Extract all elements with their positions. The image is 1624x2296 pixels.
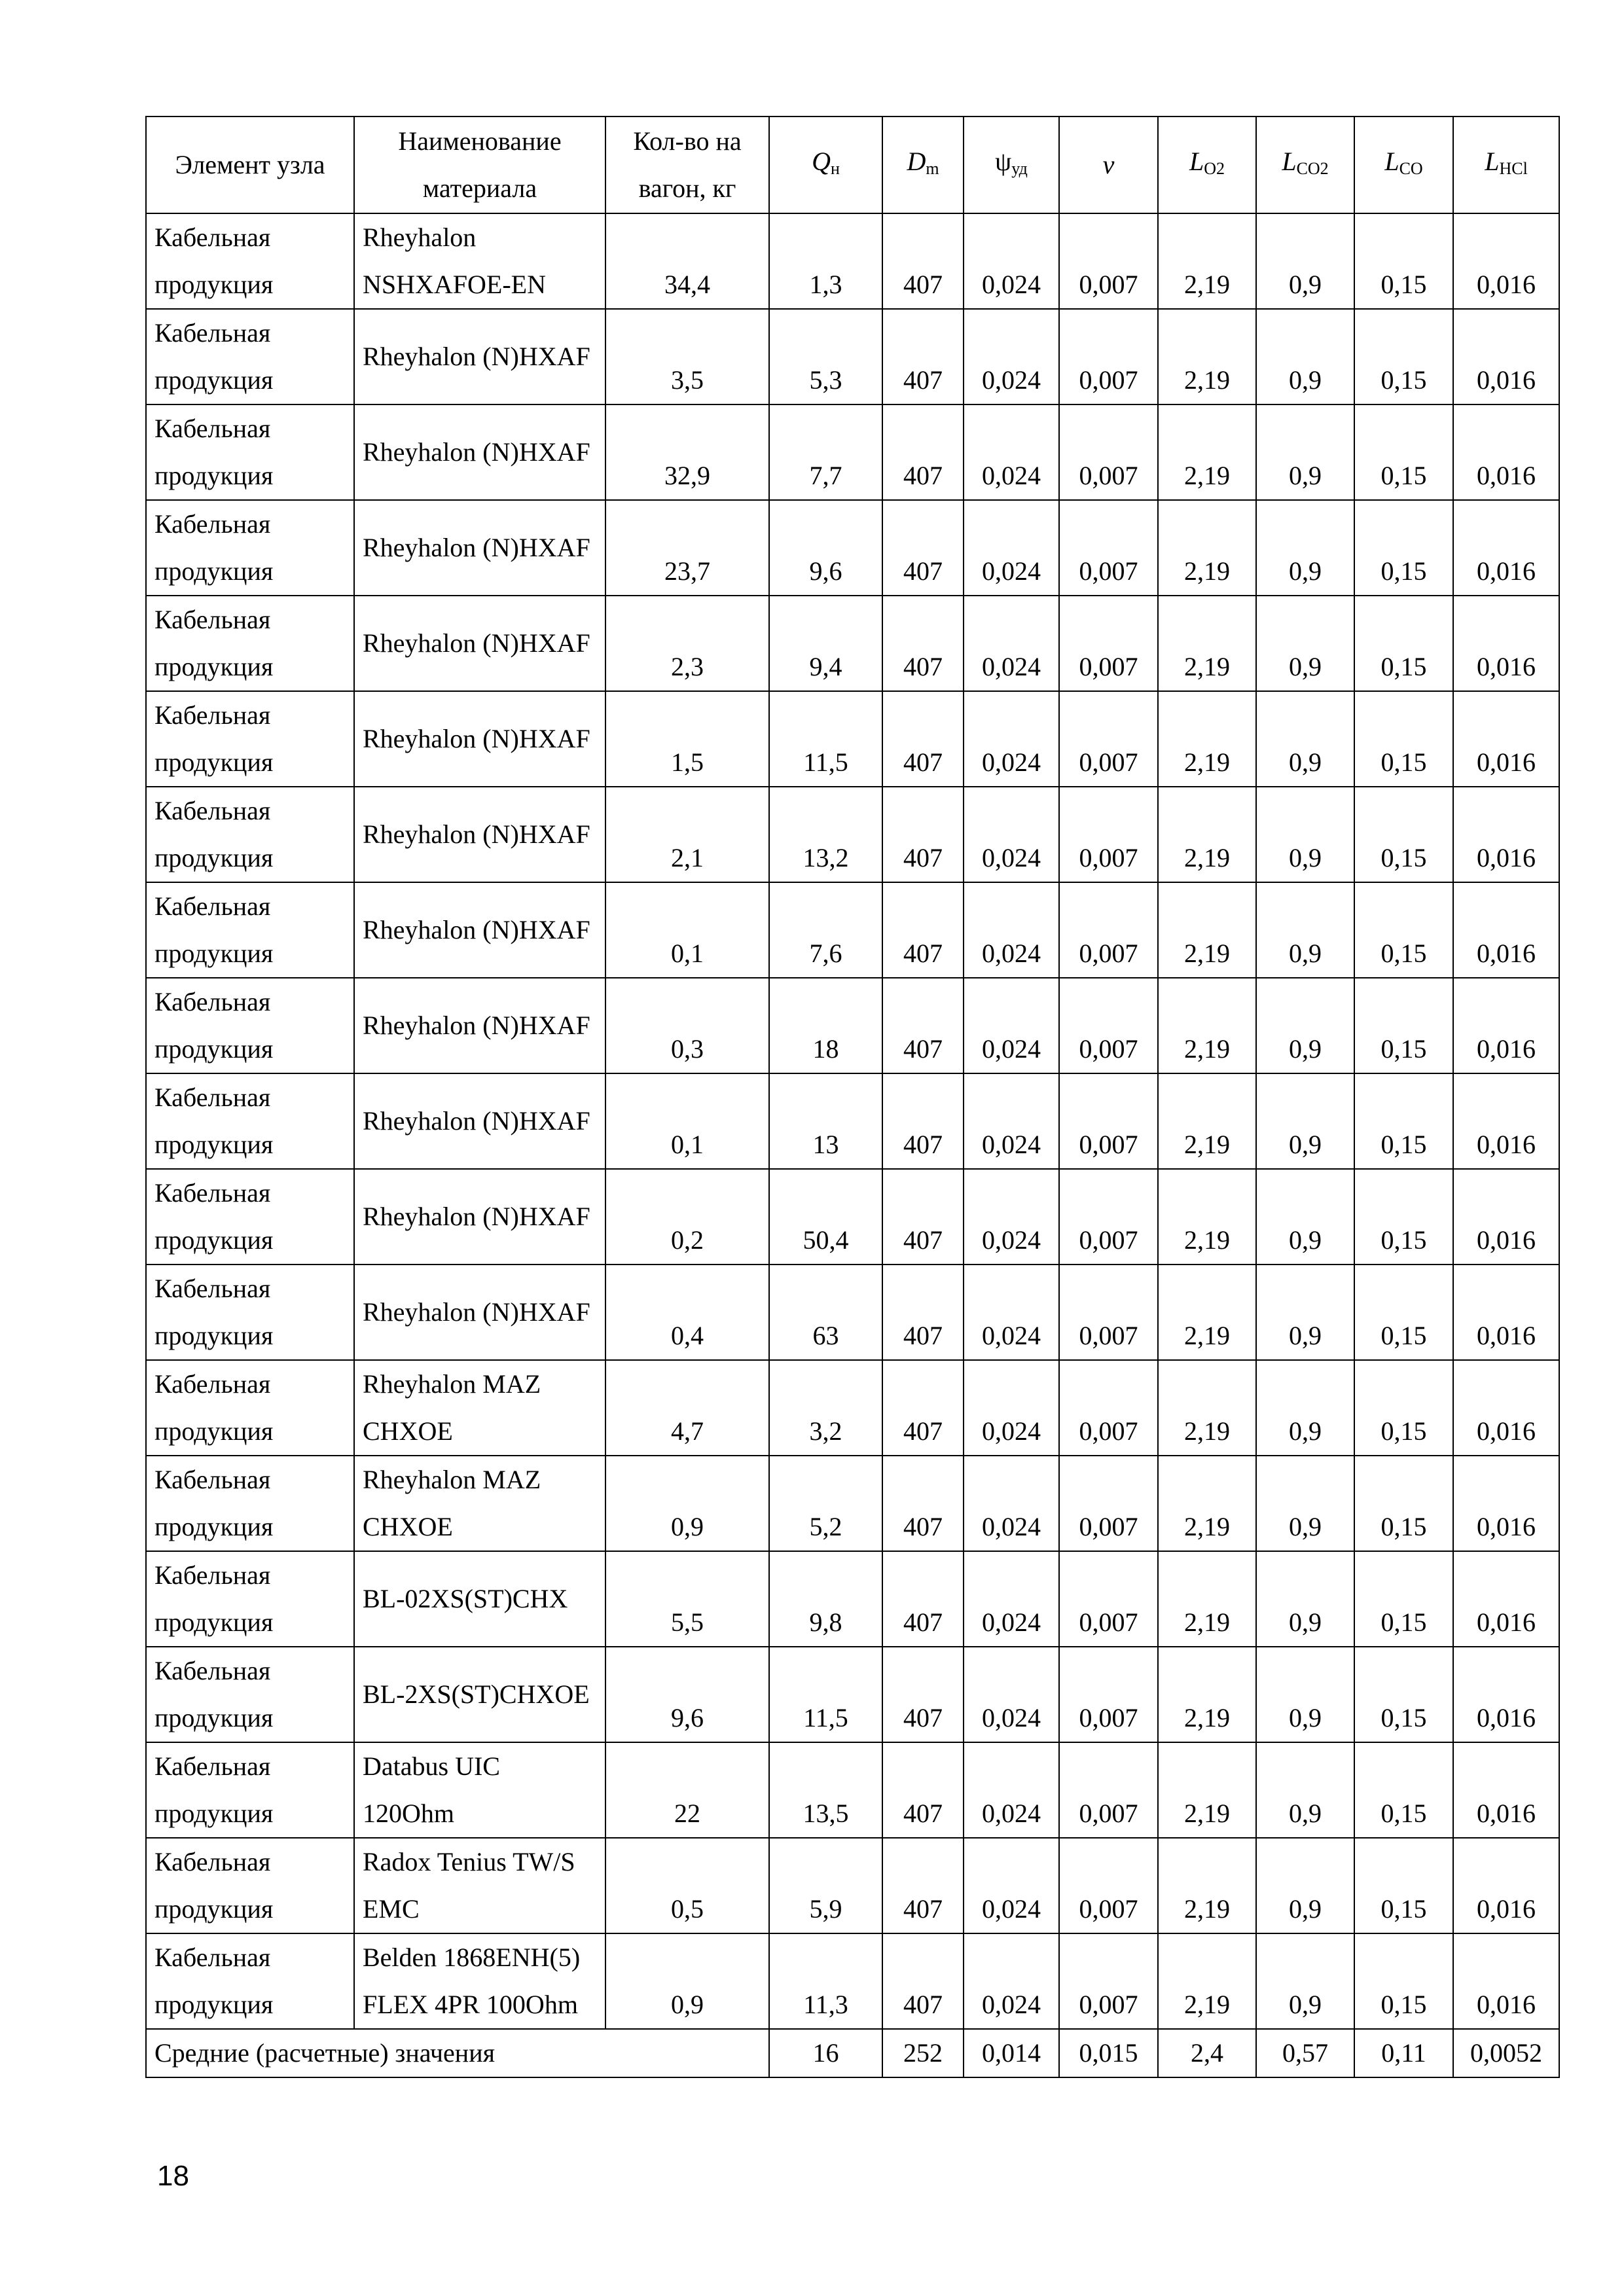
cell-element: Кабельная продукция (146, 1551, 354, 1647)
average-row (146, 2029, 1559, 2077)
header-lo2: $L_{O2}$ (1158, 117, 1256, 213)
cell-qn: 9,6 (769, 500, 882, 596)
table-row (146, 500, 1559, 596)
cell-qty: 32,9 (605, 404, 769, 500)
cell-lco2: 0,9 (1256, 596, 1354, 691)
cell-v: 0,007 (1059, 213, 1158, 309)
cell-element: Кабельная продукция (146, 1265, 354, 1360)
cell-lco: 0,15 (1354, 1647, 1453, 1742)
cell-lco2: 0,9 (1256, 1360, 1354, 1456)
cell-dm: 407 (882, 882, 964, 978)
cell-dm: 407 (882, 404, 964, 500)
cell-qty: 34,4 (605, 213, 769, 309)
cell-dm: 407 (882, 691, 964, 787)
cell-lco: 0,15 (1354, 404, 1453, 500)
cell-dm: 407 (882, 978, 964, 1073)
table-row (146, 1933, 1559, 2029)
cell-lco: 0,15 (1354, 1742, 1453, 1838)
cell-dm: 407 (882, 1551, 964, 1647)
cell-v: 0,007 (1059, 1933, 1158, 2029)
cell-psi: 0,024 (964, 1742, 1059, 1838)
cell-lco2: 0,9 (1256, 882, 1354, 978)
cell-material: Rheyhalon (N)HXAF (354, 978, 605, 1073)
cell-qty: 0,1 (605, 1073, 769, 1169)
cell-v: 0,007 (1059, 1073, 1158, 1169)
cell-lo2: 2,19 (1158, 500, 1256, 596)
cell-element: Кабельная продукция (146, 787, 354, 882)
cell-lco2: 0,9 (1256, 1551, 1354, 1647)
table-row (146, 1456, 1559, 1551)
cell-qty: 22 (605, 1742, 769, 1838)
cell-qn: 13,5 (769, 1742, 882, 1838)
cell-dm: 407 (882, 596, 964, 691)
cell-v: 0,007 (1059, 1265, 1158, 1360)
table-row (146, 1073, 1559, 1169)
cell-dm: 407 (882, 309, 964, 404)
cell-element: Кабельная продукция (146, 1742, 354, 1838)
table-row (146, 1742, 1559, 1838)
cell-psi: 0,024 (964, 882, 1059, 978)
table-row (146, 978, 1559, 1073)
cell-material: Rheyhalon NSHXAFOE-EN (354, 213, 605, 309)
cell-psi: 0,024 (964, 787, 1059, 882)
cell-qn: 11,3 (769, 1933, 882, 2029)
cell-qty: 23,7 (605, 500, 769, 596)
table-row (146, 309, 1559, 404)
cell-psi: 0,024 (964, 1456, 1059, 1551)
page-number: 18 (157, 2160, 189, 2192)
cell-psi: 0,024 (964, 500, 1059, 596)
cell-lco2: 0,9 (1256, 1169, 1354, 1265)
cell-v: 0,007 (1059, 1169, 1158, 1265)
cell-dm: 407 (882, 787, 964, 882)
cell-qty: 3,5 (605, 309, 769, 404)
cell-qn: 5,9 (769, 1838, 882, 1933)
cell-qty: 0,4 (605, 1265, 769, 1360)
cell-qn: 50,4 (769, 1169, 882, 1265)
cell-psi: 0,024 (964, 404, 1059, 500)
table-row (146, 1169, 1559, 1265)
cell-material: Rheyhalon (N)HXAF (354, 882, 605, 978)
cell-qn: 11,5 (769, 1647, 882, 1742)
cell-qn: 13 (769, 1073, 882, 1169)
cell-psi: 0,024 (964, 1838, 1059, 1933)
cell-lco2: 0,9 (1256, 1838, 1354, 1933)
cell-v: 0,007 (1059, 404, 1158, 500)
cell-lco2: 0,9 (1256, 1073, 1354, 1169)
cell-dm: 407 (882, 1360, 964, 1456)
header-lhcl: $L_{HCl}$ (1453, 117, 1559, 213)
cell-lco2: 0,9 (1256, 1265, 1354, 1360)
cell-lo2: 2,19 (1158, 1456, 1256, 1551)
cell-dm: 407 (882, 213, 964, 309)
cell-lco: 0,15 (1354, 1933, 1453, 2029)
cell-element: Кабельная продукция (146, 1838, 354, 1933)
cell-qn: 13,2 (769, 787, 882, 882)
cell-lo2: 2,19 (1158, 978, 1256, 1073)
header-qn: $Q_н$ (769, 117, 882, 213)
cell-psi: 0,024 (964, 213, 1059, 309)
table-row (146, 882, 1559, 978)
table-header-row (146, 117, 1559, 213)
table-row (146, 1360, 1559, 1456)
cell-lco2: 0,9 (1256, 309, 1354, 404)
cell-lco: 0,15 (1354, 1360, 1453, 1456)
cell-element: Кабельная продукция (146, 882, 354, 978)
cell-lco: 0,15 (1354, 1169, 1453, 1265)
header-dm: $D_m$ (882, 117, 964, 213)
cell-lco: 0,15 (1354, 596, 1453, 691)
cell-material: Rheyhalon (N)HXAF (354, 1265, 605, 1360)
average-v: 0,015 (1059, 2029, 1158, 2077)
average-lco2: 0,57 (1256, 2029, 1354, 2077)
cell-lco2: 0,9 (1256, 1456, 1354, 1551)
cell-lo2: 2,19 (1158, 1360, 1256, 1456)
cell-material: Belden 1868ENH(5) FLEX 4PR 100Ohm (354, 1933, 605, 2029)
cell-psi: 0,024 (964, 691, 1059, 787)
cell-v: 0,007 (1059, 1551, 1158, 1647)
cell-lo2: 2,19 (1158, 1647, 1256, 1742)
table-row (146, 596, 1559, 691)
cell-lco2: 0,9 (1256, 1647, 1354, 1742)
cell-material: BL-2XS(ST)CHXOE (354, 1647, 605, 1742)
cell-v: 0,007 (1059, 309, 1158, 404)
table-row (146, 213, 1559, 309)
cell-element: Кабельная продукция (146, 691, 354, 787)
cell-qn: 9,8 (769, 1551, 882, 1647)
cell-lo2: 2,19 (1158, 691, 1256, 787)
cell-material: Rheyhalon (N)HXAF (354, 404, 605, 500)
cell-psi: 0,024 (964, 978, 1059, 1073)
average-psi: 0,014 (964, 2029, 1059, 2077)
cell-material: Rheyhalon (N)HXAF (354, 787, 605, 882)
cell-qn: 11,5 (769, 691, 882, 787)
cell-material: Rheyhalon (N)HXAF (354, 596, 605, 691)
cell-psi: 0,024 (964, 1073, 1059, 1169)
cell-psi: 0,024 (964, 1647, 1059, 1742)
cell-lo2: 2,19 (1158, 404, 1256, 500)
cell-qn: 3,2 (769, 1360, 882, 1456)
cell-lhcl: 0,016 (1453, 596, 1559, 691)
cell-element: Кабельная продукция (146, 1933, 354, 2029)
cell-lhcl: 0,016 (1453, 1742, 1559, 1838)
cell-element: Кабельная продукция (146, 500, 354, 596)
cell-lco2: 0,9 (1256, 978, 1354, 1073)
cell-qty: 1,5 (605, 691, 769, 787)
cell-psi: 0,024 (964, 596, 1059, 691)
cell-material: Rheyhalon MAZ CHXOE (354, 1360, 605, 1456)
table-row (146, 1551, 1559, 1647)
cell-psi: 0,024 (964, 1551, 1059, 1647)
cell-lco: 0,15 (1354, 309, 1453, 404)
cell-lco: 0,15 (1354, 1073, 1453, 1169)
cell-element: Кабельная продукция (146, 1360, 354, 1456)
cell-lo2: 2,19 (1158, 213, 1256, 309)
cell-lo2: 2,19 (1158, 787, 1256, 882)
cell-lhcl: 0,016 (1453, 1360, 1559, 1456)
cell-lhcl: 0,016 (1453, 404, 1559, 500)
cell-qty: 2,3 (605, 596, 769, 691)
table-row (146, 691, 1559, 787)
cell-dm: 407 (882, 1742, 964, 1838)
cell-v: 0,007 (1059, 1838, 1158, 1933)
cell-psi: 0,024 (964, 1265, 1059, 1360)
cell-lco2: 0,9 (1256, 1742, 1354, 1838)
header-v: v (1059, 117, 1158, 213)
cell-lo2: 2,19 (1158, 1838, 1256, 1933)
table-row (146, 1265, 1559, 1360)
cell-qn: 5,2 (769, 1456, 882, 1551)
header-psi: $\psi_{уд}$ (964, 117, 1059, 213)
cell-lhcl: 0,016 (1453, 1647, 1559, 1742)
materials-table (145, 116, 1560, 2078)
cell-material: Rheyhalon (N)HXAF (354, 309, 605, 404)
cell-dm: 407 (882, 1456, 964, 1551)
cell-v: 0,007 (1059, 1647, 1158, 1742)
cell-psi: 0,024 (964, 1360, 1059, 1456)
cell-lhcl: 0,016 (1453, 1073, 1559, 1169)
cell-material: Rheyhalon (N)HXAF (354, 1169, 605, 1265)
cell-material: BL-02XS(ST)CHX (354, 1551, 605, 1647)
cell-element: Кабельная продукция (146, 596, 354, 691)
cell-element: Кабельная продукция (146, 404, 354, 500)
cell-material: Rheyhalon (N)HXAF (354, 691, 605, 787)
cell-psi: 0,024 (964, 1933, 1059, 2029)
cell-lhcl: 0,016 (1453, 1456, 1559, 1551)
cell-lhcl: 0,016 (1453, 1933, 1559, 2029)
cell-v: 0,007 (1059, 978, 1158, 1073)
cell-lhcl: 0,016 (1453, 500, 1559, 596)
cell-material: Radox Tenius TW/S EMC (354, 1838, 605, 1933)
average-label: Средние (расчетные) значения (146, 2029, 769, 2077)
cell-lo2: 2,19 (1158, 1551, 1256, 1647)
cell-dm: 407 (882, 1933, 964, 2029)
average-qn: 16 (769, 2029, 882, 2077)
cell-dm: 407 (882, 1265, 964, 1360)
average-lo2: 2,4 (1158, 2029, 1256, 2077)
cell-element: Кабельная продукция (146, 1456, 354, 1551)
cell-lco2: 0,9 (1256, 213, 1354, 309)
cell-lco: 0,15 (1354, 787, 1453, 882)
cell-material: Rheyhalon MAZ CHXOE (354, 1456, 605, 1551)
cell-psi: 0,024 (964, 1169, 1059, 1265)
cell-lo2: 2,19 (1158, 1933, 1256, 2029)
cell-qn: 5,3 (769, 309, 882, 404)
cell-lhcl: 0,016 (1453, 978, 1559, 1073)
cell-qn: 63 (769, 1265, 882, 1360)
cell-v: 0,007 (1059, 596, 1158, 691)
header-material: Наименование материала (354, 117, 605, 213)
cell-lhcl: 0,016 (1453, 1838, 1559, 1933)
cell-lhcl: 0,016 (1453, 882, 1559, 978)
cell-element: Кабельная продукция (146, 1073, 354, 1169)
cell-v: 0,007 (1059, 1742, 1158, 1838)
cell-qty: 0,3 (605, 978, 769, 1073)
cell-qty: 0,9 (605, 1456, 769, 1551)
cell-material: Databus UIC 120Ohm (354, 1742, 605, 1838)
cell-lco: 0,15 (1354, 1838, 1453, 1933)
cell-lhcl: 0,016 (1453, 1265, 1559, 1360)
cell-lhcl: 0,016 (1453, 309, 1559, 404)
cell-v: 0,007 (1059, 1360, 1158, 1456)
cell-lco: 0,15 (1354, 1551, 1453, 1647)
cell-dm: 407 (882, 1838, 964, 1933)
cell-lhcl: 0,016 (1453, 1169, 1559, 1265)
cell-qn: 7,7 (769, 404, 882, 500)
average-lco: 0,11 (1354, 2029, 1453, 2077)
cell-material: Rheyhalon (N)HXAF (354, 500, 605, 596)
table-row (146, 1647, 1559, 1742)
cell-qty: 0,9 (605, 1933, 769, 2029)
cell-qty: 4,7 (605, 1360, 769, 1456)
cell-lco2: 0,9 (1256, 691, 1354, 787)
cell-lco2: 0,9 (1256, 404, 1354, 500)
cell-qn: 7,6 (769, 882, 882, 978)
cell-lhcl: 0,016 (1453, 787, 1559, 882)
cell-v: 0,007 (1059, 500, 1158, 596)
cell-lhcl: 0,016 (1453, 691, 1559, 787)
header-lco: $L_{CO}$ (1354, 117, 1453, 213)
cell-qn: 9,4 (769, 596, 882, 691)
cell-lo2: 2,19 (1158, 1073, 1256, 1169)
table-row (146, 787, 1559, 882)
cell-lco: 0,15 (1354, 691, 1453, 787)
cell-lco: 0,15 (1354, 500, 1453, 596)
table-row (146, 1838, 1559, 1933)
cell-lo2: 2,19 (1158, 309, 1256, 404)
cell-dm: 407 (882, 1647, 964, 1742)
cell-element: Кабельная продукция (146, 213, 354, 309)
cell-element: Кабельная продукция (146, 309, 354, 404)
cell-element: Кабельная продукция (146, 1647, 354, 1742)
cell-qty: 5,5 (605, 1551, 769, 1647)
header-lco2: $L_{CO2}$ (1256, 117, 1354, 213)
cell-lo2: 2,19 (1158, 1169, 1256, 1265)
cell-v: 0,007 (1059, 691, 1158, 787)
cell-v: 0,007 (1059, 1456, 1158, 1551)
table-row (146, 404, 1559, 500)
cell-element: Кабельная продукция (146, 1169, 354, 1265)
cell-psi: 0,024 (964, 309, 1059, 404)
cell-lco: 0,15 (1354, 1265, 1453, 1360)
cell-qn: 18 (769, 978, 882, 1073)
cell-qty: 0,5 (605, 1838, 769, 1933)
cell-lo2: 2,19 (1158, 1742, 1256, 1838)
cell-lo2: 2,19 (1158, 882, 1256, 978)
cell-lco2: 0,9 (1256, 500, 1354, 596)
average-dm: 252 (882, 2029, 964, 2077)
cell-lhcl: 0,016 (1453, 213, 1559, 309)
cell-dm: 407 (882, 1169, 964, 1265)
cell-qty: 2,1 (605, 787, 769, 882)
cell-lco: 0,15 (1354, 882, 1453, 978)
cell-qty: 0,1 (605, 882, 769, 978)
cell-lco2: 0,9 (1256, 1933, 1354, 2029)
cell-lhcl: 0,016 (1453, 1551, 1559, 1647)
cell-v: 0,007 (1059, 882, 1158, 978)
cell-qn: 1,3 (769, 213, 882, 309)
header-qty: Кол-во на вагон, кг (605, 117, 769, 213)
cell-lco: 0,15 (1354, 213, 1453, 309)
cell-lco2: 0,9 (1256, 787, 1354, 882)
cell-qty: 9,6 (605, 1647, 769, 1742)
cell-lco: 0,15 (1354, 1456, 1453, 1551)
average-lhcl: 0,0052 (1453, 2029, 1559, 2077)
cell-dm: 407 (882, 500, 964, 596)
cell-dm: 407 (882, 1073, 964, 1169)
cell-v: 0,007 (1059, 787, 1158, 882)
header-element: Элемент узла (146, 117, 354, 213)
cell-material: Rheyhalon (N)HXAF (354, 1073, 605, 1169)
cell-lo2: 2,19 (1158, 596, 1256, 691)
cell-element: Кабельная продукция (146, 978, 354, 1073)
cell-lco: 0,15 (1354, 978, 1453, 1073)
cell-qty: 0,2 (605, 1169, 769, 1265)
cell-lo2: 2,19 (1158, 1265, 1256, 1360)
